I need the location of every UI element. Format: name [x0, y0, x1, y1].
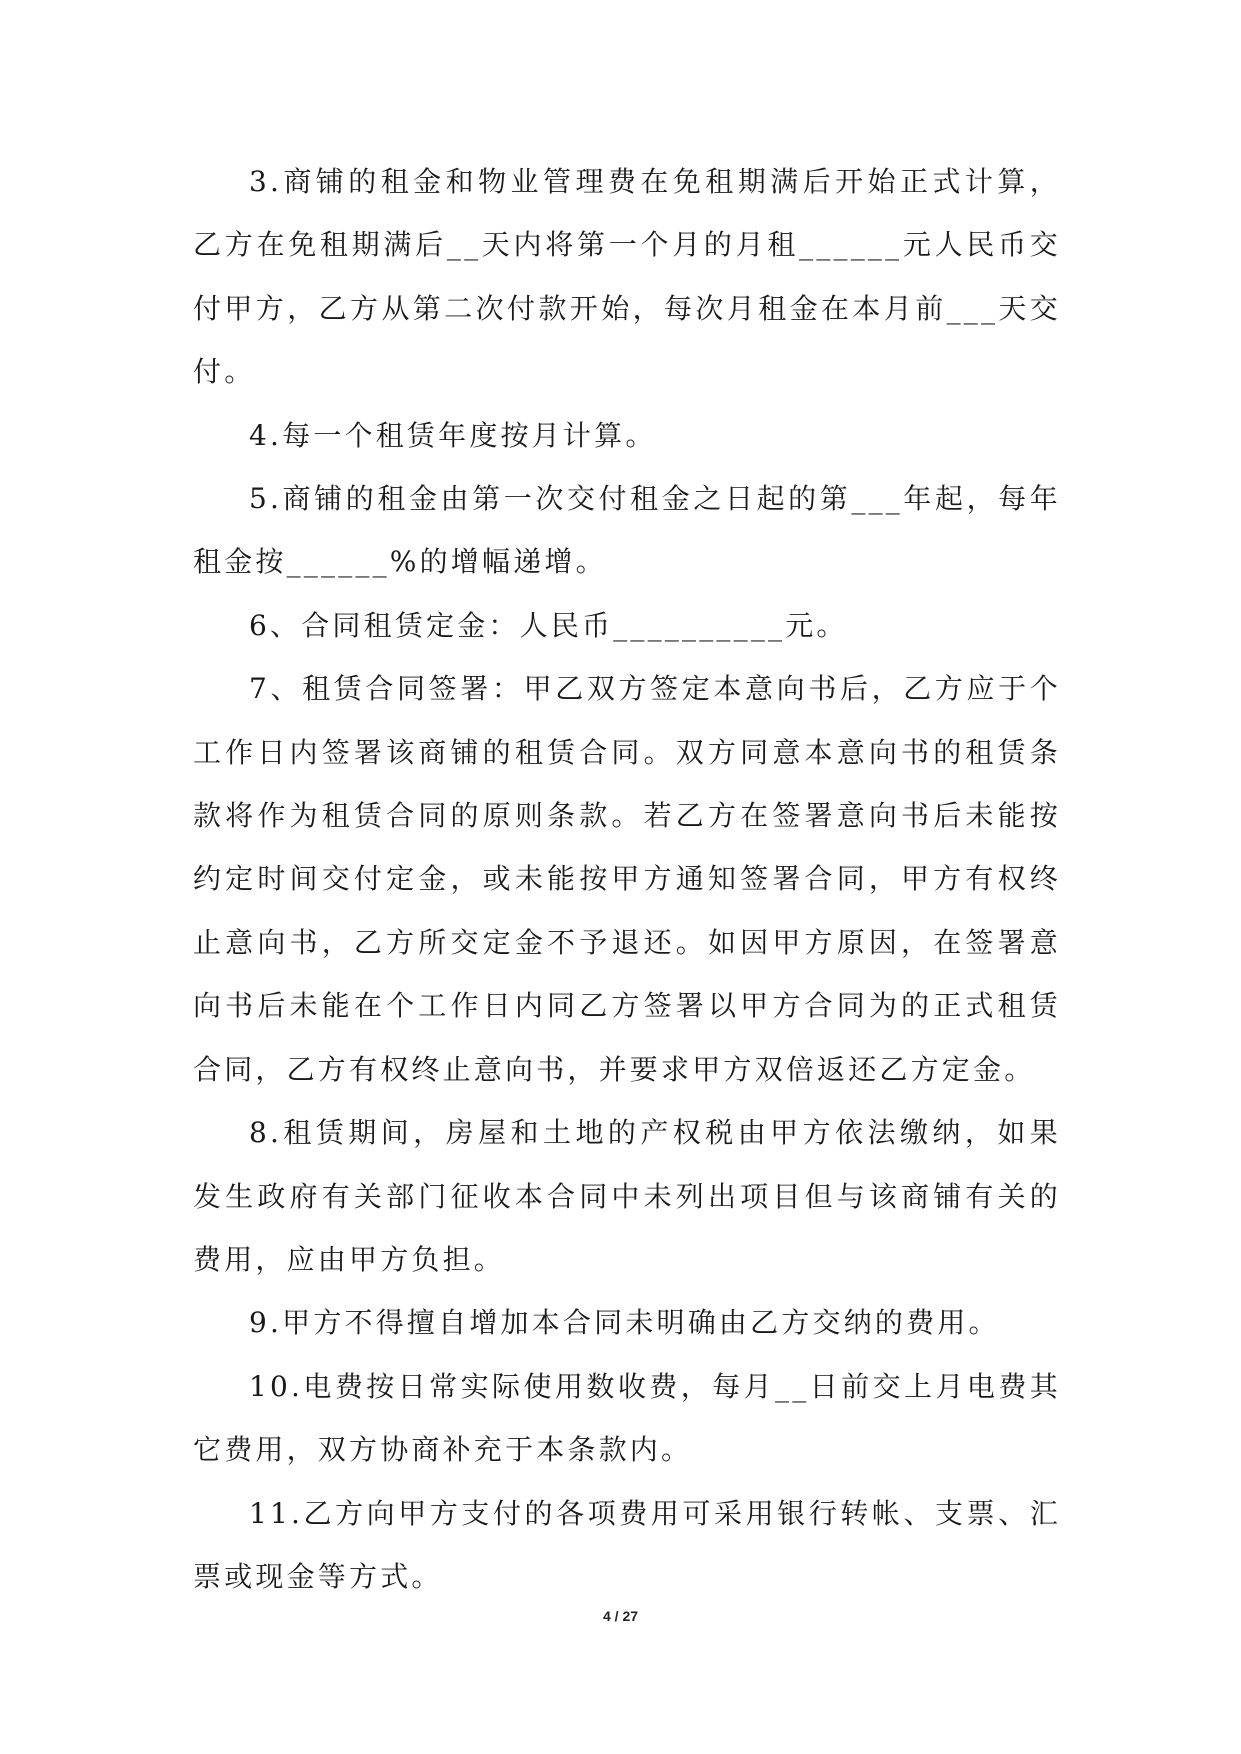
paragraph-clause-9: 9.甲方不得擅自增加本合同未明确由乙方交纳的费用。: [249, 1306, 1000, 1340]
paragraph-clause-5: 5.商铺的租金由第一次交付租金之日起的第___年起，每年租金按______%的增幅递增。: [193, 482, 1061, 579]
paragraph-clause-10: 10.电费按日常实际使用数收费，每月__日前交上月电费其它费用，双方协商补充于本条款内。: [193, 1369, 1061, 1467]
paragraph-clause-11: 11.乙方向甲方支付的各项费用可采用银行转帐、支票、汇票或现金等方式。: [193, 1496, 1061, 1593]
page-number: 4 / 27: [602, 1608, 639, 1624]
paragraph-clause-7: 7、租赁合同签署：甲乙双方签定本意向书后，乙方应于个工作日内签署该商铺的租赁合同。双方同意本意向书的租赁条款将作为租赁合同的原则条款。若乙方在签署意向书后未能按约定时间交付定金，或未能按甲方通知签署合同，甲方有权终止意向书，乙方所交定金不予退还。如因甲方原因，在签署意向书后未能在个工作日内同乙方签署以甲方合同为的正式租赁合同，乙方有权终止意向书，并要求甲方双倍返还乙方定金。: [193, 672, 1061, 1086]
paragraph-clause-6: 6、合同租赁定金：人民币__________元。: [249, 608, 848, 642]
paragraph-clause-3: 3.商铺的租金和物业管理费在免租期满后开始正式计算，乙方在免租期满后__天内将第一个月的月租______元人民币交付甲方，乙方从第二次付款开始，每次月租金在本月前___天交付。: [193, 165, 1061, 389]
document-body: [193, 150, 1061, 1608]
paragraph-clause-8: 8.租赁期间，房屋和土地的产权税由甲方依法缴纳，如果发生政府有关部门征收本合同中未列出项目但与该商铺有关的费用，应由甲方负担。: [193, 1116, 1061, 1276]
paragraph-clause-4: 4.每一个租赁年度按月计算。: [249, 418, 657, 452]
